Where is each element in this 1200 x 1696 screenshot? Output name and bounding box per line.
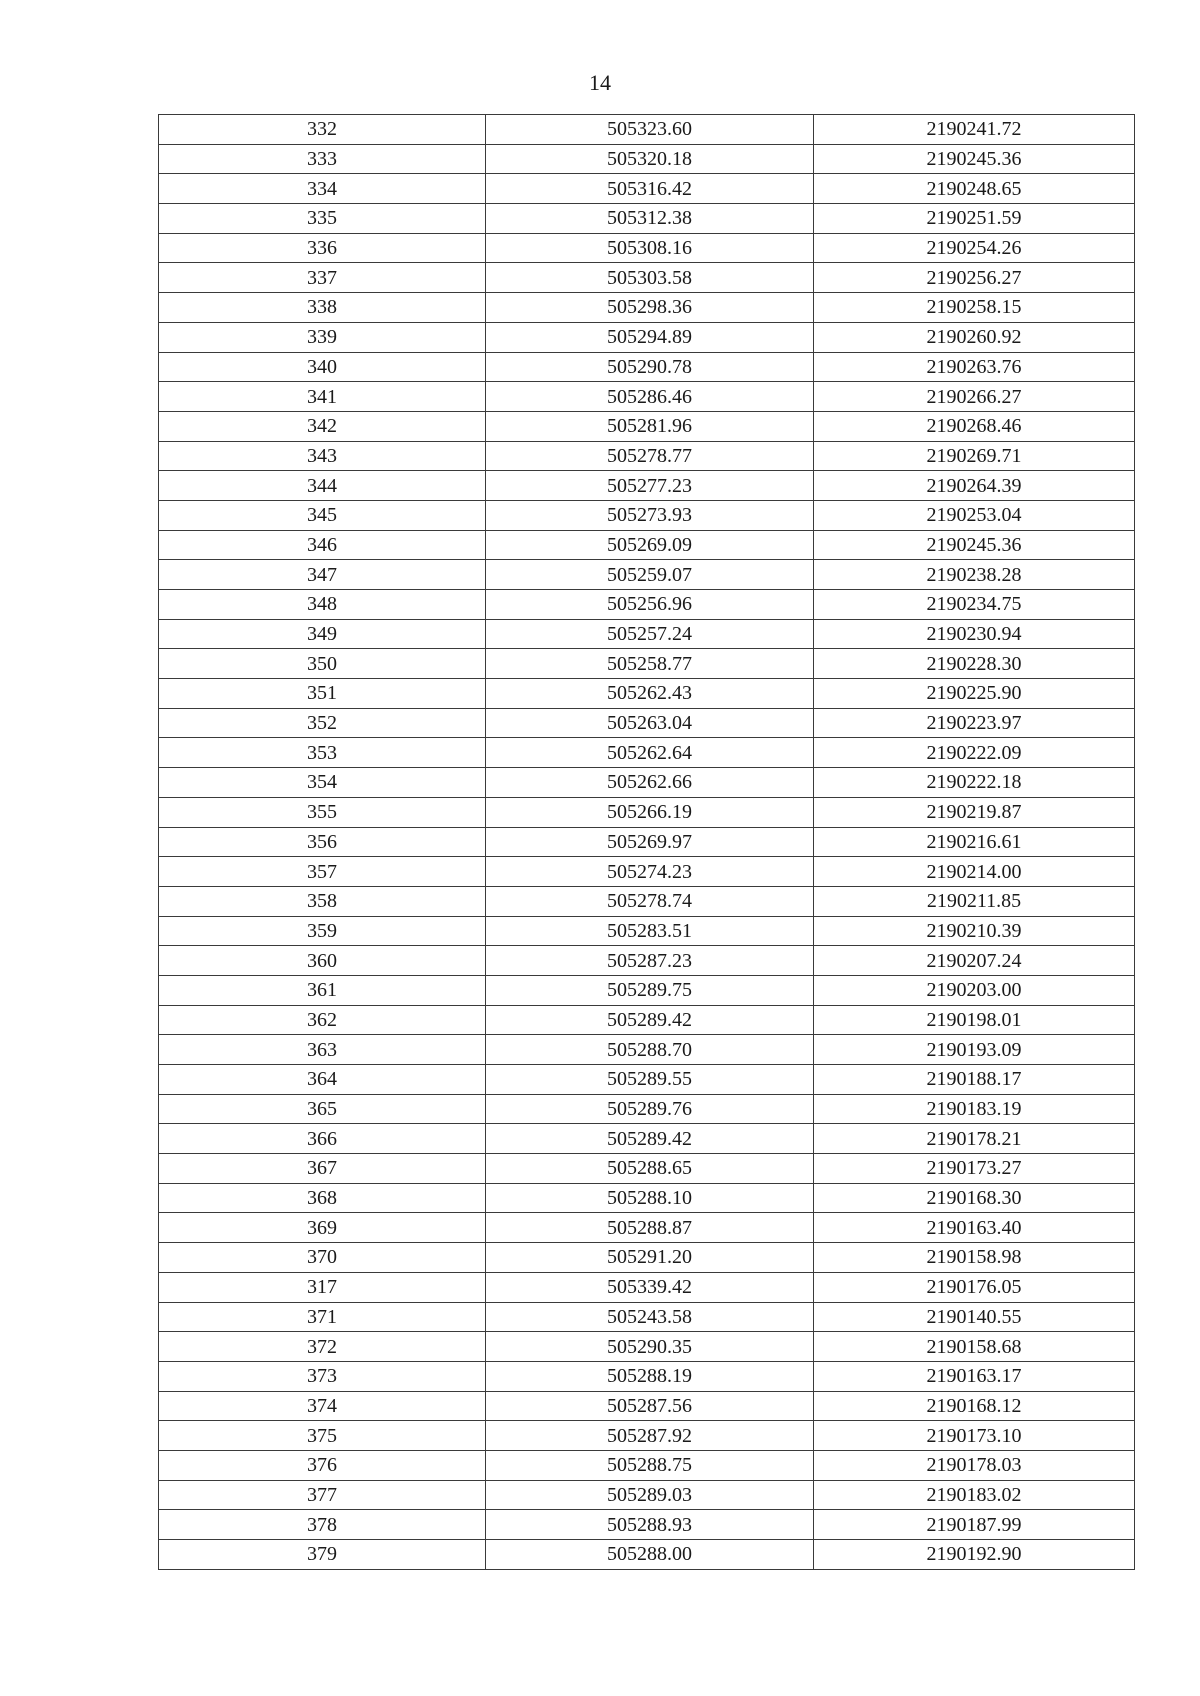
point-number-cell: 363: [159, 1035, 486, 1065]
table-row: [159, 1183, 1135, 1213]
table-row: [159, 1302, 1135, 1332]
x-coordinate-cell: 505281.96: [486, 411, 814, 441]
table-row: [159, 1510, 1135, 1540]
x-coordinate-cell: 505277.23: [486, 471, 814, 501]
page-number: 14: [589, 70, 611, 95]
y-coordinate-cell: 2190258.15: [814, 293, 1135, 323]
table-row: [159, 975, 1135, 1005]
table-row: [159, 1540, 1135, 1570]
y-coordinate-cell: 2190210.39: [814, 916, 1135, 946]
table-row: [159, 382, 1135, 412]
x-coordinate-cell: 505289.55: [486, 1065, 814, 1095]
table-row: [159, 590, 1135, 620]
point-number-cell: 354: [159, 768, 486, 798]
table-row: [159, 1391, 1135, 1421]
point-number-cell: 338: [159, 293, 486, 323]
y-coordinate-cell: 2190188.17: [814, 1065, 1135, 1095]
y-coordinate-cell: 2190245.36: [814, 530, 1135, 560]
point-number-cell: 359: [159, 916, 486, 946]
x-coordinate-cell: 505278.77: [486, 441, 814, 471]
y-coordinate-cell: 2190248.65: [814, 174, 1135, 204]
y-coordinate-cell: 2190158.98: [814, 1243, 1135, 1273]
table-row: [159, 322, 1135, 352]
point-number-cell: 355: [159, 797, 486, 827]
point-number-cell: 364: [159, 1065, 486, 1095]
y-coordinate-cell: 2190140.55: [814, 1302, 1135, 1332]
point-number-cell: 334: [159, 174, 486, 204]
y-coordinate-cell: 2190266.27: [814, 382, 1135, 412]
table-row: [159, 886, 1135, 916]
x-coordinate-cell: 505290.78: [486, 352, 814, 382]
y-coordinate-cell: 2190260.92: [814, 322, 1135, 352]
x-coordinate-cell: 505287.92: [486, 1421, 814, 1451]
x-coordinate-cell: 505288.00: [486, 1540, 814, 1570]
y-coordinate-cell: 2190245.36: [814, 144, 1135, 174]
x-coordinate-cell: 505288.70: [486, 1035, 814, 1065]
table-row: [159, 1035, 1135, 1065]
table-row: [159, 1005, 1135, 1035]
table-row: [159, 827, 1135, 857]
table-row: [159, 619, 1135, 649]
point-number-cell: 335: [159, 204, 486, 234]
point-number-cell: 339: [159, 322, 486, 352]
table-row: [159, 174, 1135, 204]
point-number-cell: 371: [159, 1302, 486, 1332]
table-row: [159, 500, 1135, 530]
table-row: [159, 946, 1135, 976]
y-coordinate-cell: 2190241.72: [814, 115, 1135, 145]
x-coordinate-cell: 505263.04: [486, 708, 814, 738]
x-coordinate-cell: 505262.64: [486, 738, 814, 768]
table-row: [159, 1154, 1135, 1184]
point-number-cell: 348: [159, 590, 486, 620]
x-coordinate-cell: 505308.16: [486, 233, 814, 263]
point-number-cell: 372: [159, 1332, 486, 1362]
y-coordinate-cell: 2190219.87: [814, 797, 1135, 827]
y-coordinate-cell: 2190178.03: [814, 1450, 1135, 1480]
table-row: [159, 1421, 1135, 1451]
point-number-cell: 317: [159, 1272, 486, 1302]
table-row: [159, 1094, 1135, 1124]
table-row: [159, 441, 1135, 471]
table-row: [159, 560, 1135, 590]
point-number-cell: 347: [159, 560, 486, 590]
y-coordinate-cell: 2190158.68: [814, 1332, 1135, 1362]
x-coordinate-cell: 505288.10: [486, 1183, 814, 1213]
x-coordinate-cell: 505287.23: [486, 946, 814, 976]
y-coordinate-cell: 2190234.75: [814, 590, 1135, 620]
y-coordinate-cell: 2190214.00: [814, 857, 1135, 887]
x-coordinate-cell: 505258.77: [486, 649, 814, 679]
table-row: [159, 1480, 1135, 1510]
table-row: [159, 797, 1135, 827]
point-number-cell: 373: [159, 1361, 486, 1391]
x-coordinate-cell: 505257.24: [486, 619, 814, 649]
y-coordinate-cell: 2190230.94: [814, 619, 1135, 649]
y-coordinate-cell: 2190238.28: [814, 560, 1135, 590]
x-coordinate-cell: 505287.56: [486, 1391, 814, 1421]
x-coordinate-cell: 505288.87: [486, 1213, 814, 1243]
y-coordinate-cell: 2190228.30: [814, 649, 1135, 679]
x-coordinate-cell: 505286.46: [486, 382, 814, 412]
x-coordinate-cell: 505289.75: [486, 975, 814, 1005]
y-coordinate-cell: 2190183.02: [814, 1480, 1135, 1510]
coordinate-table-body: [159, 115, 1135, 1570]
point-number-cell: 358: [159, 886, 486, 916]
table-row: [159, 1124, 1135, 1154]
y-coordinate-cell: 2190168.12: [814, 1391, 1135, 1421]
point-number-cell: 340: [159, 352, 486, 382]
y-coordinate-cell: 2190168.30: [814, 1183, 1135, 1213]
y-coordinate-cell: 2190269.71: [814, 441, 1135, 471]
table-row: [159, 263, 1135, 293]
y-coordinate-cell: 2190263.76: [814, 352, 1135, 382]
x-coordinate-cell: 505288.19: [486, 1361, 814, 1391]
point-number-cell: 352: [159, 708, 486, 738]
y-coordinate-cell: 2190254.26: [814, 233, 1135, 263]
y-coordinate-cell: 2190264.39: [814, 471, 1135, 501]
x-coordinate-cell: 505288.65: [486, 1154, 814, 1184]
table-row: [159, 1272, 1135, 1302]
table-row: [159, 916, 1135, 946]
table-row: [159, 115, 1135, 145]
y-coordinate-cell: 2190176.05: [814, 1272, 1135, 1302]
y-coordinate-cell: 2190163.40: [814, 1213, 1135, 1243]
table-row: [159, 1243, 1135, 1273]
point-number-cell: 332: [159, 115, 486, 145]
point-number-cell: 377: [159, 1480, 486, 1510]
point-number-cell: 353: [159, 738, 486, 768]
table-row: [159, 530, 1135, 560]
table-row: [159, 352, 1135, 382]
y-coordinate-cell: 2190173.27: [814, 1154, 1135, 1184]
y-coordinate-cell: 2190163.17: [814, 1361, 1135, 1391]
point-number-cell: 374: [159, 1391, 486, 1421]
y-coordinate-cell: 2190223.97: [814, 708, 1135, 738]
x-coordinate-cell: 505290.35: [486, 1332, 814, 1362]
point-number-cell: 378: [159, 1510, 486, 1540]
x-coordinate-cell: 505288.75: [486, 1450, 814, 1480]
x-coordinate-cell: 505283.51: [486, 916, 814, 946]
x-coordinate-cell: 505289.76: [486, 1094, 814, 1124]
x-coordinate-cell: 505289.03: [486, 1480, 814, 1510]
x-coordinate-cell: 505243.58: [486, 1302, 814, 1332]
y-coordinate-cell: 2190256.27: [814, 263, 1135, 293]
point-number-cell: 376: [159, 1450, 486, 1480]
point-number-cell: 360: [159, 946, 486, 976]
x-coordinate-cell: 505298.36: [486, 293, 814, 323]
table-row: [159, 679, 1135, 709]
y-coordinate-cell: 2190225.90: [814, 679, 1135, 709]
point-number-cell: 333: [159, 144, 486, 174]
y-coordinate-cell: 2190183.19: [814, 1094, 1135, 1124]
table-row: [159, 1065, 1135, 1095]
point-number-cell: 344: [159, 471, 486, 501]
point-number-cell: 375: [159, 1421, 486, 1451]
x-coordinate-cell: 505259.07: [486, 560, 814, 590]
x-coordinate-cell: 505339.42: [486, 1272, 814, 1302]
point-number-cell: 336: [159, 233, 486, 263]
y-coordinate-cell: 2190207.24: [814, 946, 1135, 976]
table-row: [159, 649, 1135, 679]
point-number-cell: 350: [159, 649, 486, 679]
y-coordinate-cell: 2190216.61: [814, 827, 1135, 857]
x-coordinate-cell: 505316.42: [486, 174, 814, 204]
table-row: [159, 1213, 1135, 1243]
x-coordinate-cell: 505289.42: [486, 1124, 814, 1154]
point-number-cell: 370: [159, 1243, 486, 1273]
point-number-cell: 365: [159, 1094, 486, 1124]
y-coordinate-cell: 2190173.10: [814, 1421, 1135, 1451]
table-row: [159, 144, 1135, 174]
point-number-cell: 343: [159, 441, 486, 471]
point-number-cell: 351: [159, 679, 486, 709]
y-coordinate-cell: 2190187.99: [814, 1510, 1135, 1540]
table-row: [159, 411, 1135, 441]
point-number-cell: 356: [159, 827, 486, 857]
y-coordinate-cell: 2190222.18: [814, 768, 1135, 798]
y-coordinate-cell: 2190178.21: [814, 1124, 1135, 1154]
y-coordinate-cell: 2190211.85: [814, 886, 1135, 916]
point-number-cell: 341: [159, 382, 486, 412]
y-coordinate-cell: 2190251.59: [814, 204, 1135, 234]
table-row: [159, 708, 1135, 738]
table-row: [159, 738, 1135, 768]
table-row: [159, 471, 1135, 501]
x-coordinate-cell: 505278.74: [486, 886, 814, 916]
x-coordinate-cell: 505289.42: [486, 1005, 814, 1035]
table-row: [159, 1450, 1135, 1480]
x-coordinate-cell: 505323.60: [486, 115, 814, 145]
point-number-cell: 349: [159, 619, 486, 649]
x-coordinate-cell: 505288.93: [486, 1510, 814, 1540]
x-coordinate-cell: 505269.09: [486, 530, 814, 560]
table-row: [159, 204, 1135, 234]
x-coordinate-cell: 505294.89: [486, 322, 814, 352]
point-number-cell: 337: [159, 263, 486, 293]
point-number-cell: 368: [159, 1183, 486, 1213]
x-coordinate-cell: 505269.97: [486, 827, 814, 857]
point-number-cell: 342: [159, 411, 486, 441]
table-row: [159, 1332, 1135, 1362]
x-coordinate-cell: 505262.66: [486, 768, 814, 798]
y-coordinate-cell: 2190253.04: [814, 500, 1135, 530]
x-coordinate-cell: 505291.20: [486, 1243, 814, 1273]
y-coordinate-cell: 2190192.90: [814, 1540, 1135, 1570]
x-coordinate-cell: 505256.96: [486, 590, 814, 620]
x-coordinate-cell: 505312.38: [486, 204, 814, 234]
y-coordinate-cell: 2190203.00: [814, 975, 1135, 1005]
coordinate-table: [158, 114, 1135, 1570]
y-coordinate-cell: 2190198.01: [814, 1005, 1135, 1035]
x-coordinate-cell: 505274.23: [486, 857, 814, 887]
x-coordinate-cell: 505266.19: [486, 797, 814, 827]
y-coordinate-cell: 2190222.09: [814, 738, 1135, 768]
point-number-cell: 379: [159, 1540, 486, 1570]
point-number-cell: 357: [159, 857, 486, 887]
y-coordinate-cell: 2190268.46: [814, 411, 1135, 441]
table-row: [159, 293, 1135, 323]
point-number-cell: 366: [159, 1124, 486, 1154]
x-coordinate-cell: 505262.43: [486, 679, 814, 709]
point-number-cell: 369: [159, 1213, 486, 1243]
point-number-cell: 367: [159, 1154, 486, 1184]
table-row: [159, 1361, 1135, 1391]
y-coordinate-cell: 2190193.09: [814, 1035, 1135, 1065]
table-row: [159, 233, 1135, 263]
point-number-cell: 345: [159, 500, 486, 530]
x-coordinate-cell: 505320.18: [486, 144, 814, 174]
point-number-cell: 361: [159, 975, 486, 1005]
point-number-cell: 362: [159, 1005, 486, 1035]
point-number-cell: 346: [159, 530, 486, 560]
x-coordinate-cell: 505273.93: [486, 500, 814, 530]
table-row: [159, 768, 1135, 798]
table-row: [159, 857, 1135, 887]
x-coordinate-cell: 505303.58: [486, 263, 814, 293]
